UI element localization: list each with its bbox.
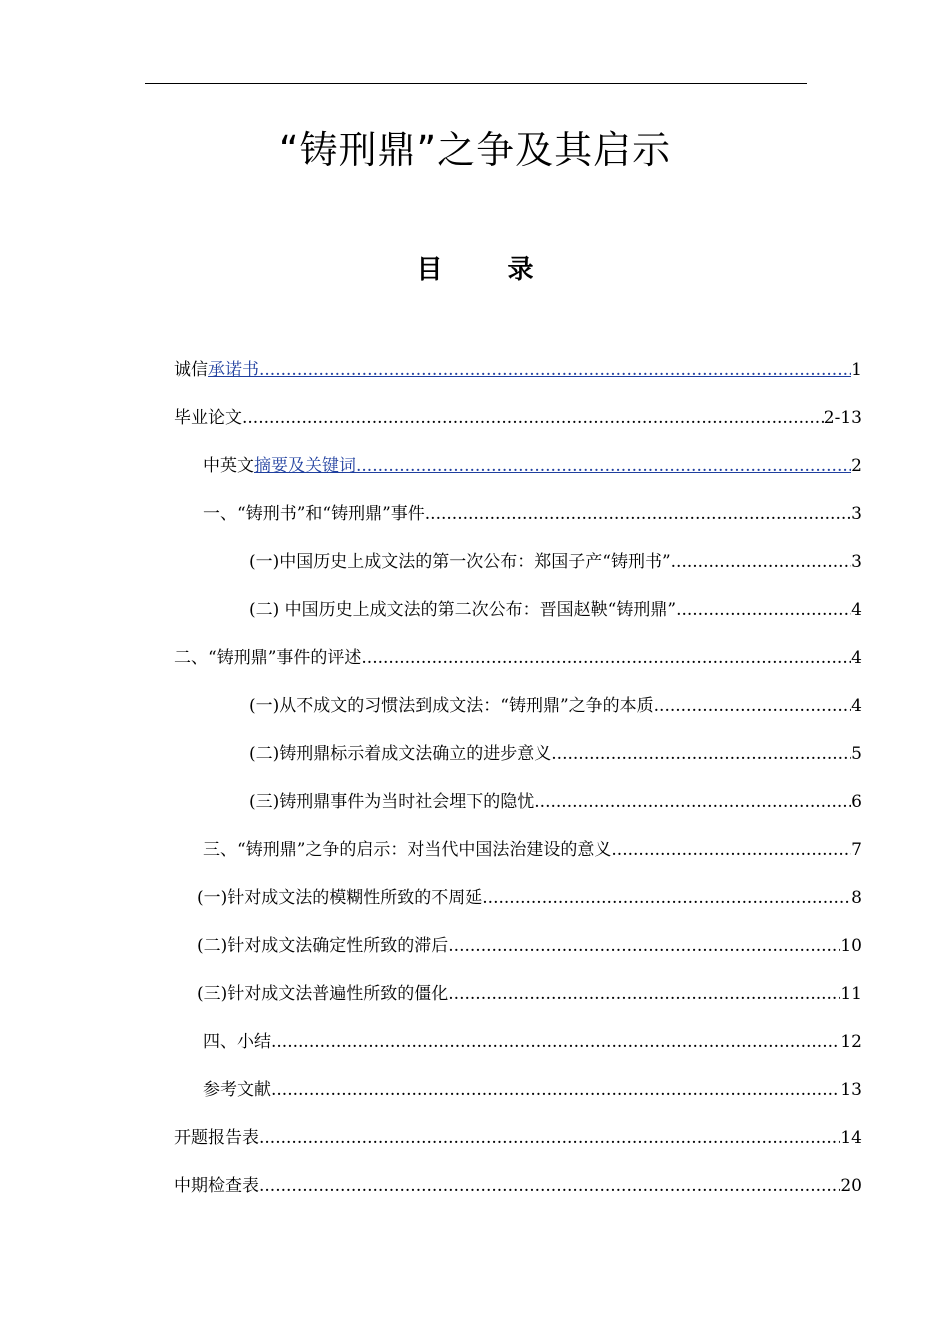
toc-page-number: 4 xyxy=(851,648,862,668)
toc-entry-midterm-check[interactable] xyxy=(174,1173,862,1199)
toc-entry-text: (二)针对成文法确定性所致的滞后 xyxy=(197,936,449,956)
toc-entry-section-2[interactable] xyxy=(174,645,862,671)
toc-entry-section-3-2[interactable] xyxy=(197,933,862,959)
toc-entry-section-2-1[interactable] xyxy=(249,693,862,719)
toc-entry-text: 参考文献 xyxy=(203,1080,271,1100)
toc-entry-text: 中英文 xyxy=(203,456,254,476)
toc-leader-dots xyxy=(534,789,851,815)
toc-page-number: 1 xyxy=(851,360,862,380)
toc-leader-dots xyxy=(671,549,852,575)
toc-leader-dots xyxy=(259,1173,840,1199)
toc-leader-dots xyxy=(271,1029,840,1055)
toc-page-number: 12 xyxy=(840,1032,862,1052)
toc-leader-dots xyxy=(654,693,852,719)
toc-entry-text: (二)铸刑鼎标示着成文法确立的进步意义 xyxy=(249,744,552,764)
toc-page-number: 8 xyxy=(851,888,862,908)
toc-entry-text: 三、“铸刑鼎”之争的启示：对当代中国法治建设的意义 xyxy=(203,840,612,860)
toc-entry-references[interactable] xyxy=(203,1077,862,1103)
toc-entry-proposal-report[interactable] xyxy=(174,1125,862,1151)
toc-entry-thesis[interactable] xyxy=(174,405,862,431)
toc-entry-text: 四、小结 xyxy=(203,1032,271,1052)
toc-page-number: 2-13 xyxy=(823,408,862,428)
toc-page-number: 3 xyxy=(851,552,862,572)
toc-leader-dots xyxy=(356,453,851,479)
document-title: “铸刑鼎”之争及其启示 xyxy=(278,128,672,172)
toc-entry-section-1[interactable] xyxy=(203,501,862,527)
toc-page-number: 14 xyxy=(840,1128,862,1148)
toc-leader-dots xyxy=(448,981,840,1007)
toc-page-number: 2 xyxy=(851,456,862,476)
toc-page-number: 20 xyxy=(840,1176,862,1196)
toc-entry-text: (一)中国历史上成文法的第一次公布：郑国子产“铸刑书” xyxy=(249,552,671,572)
toc-entry-section-4[interactable] xyxy=(203,1029,862,1055)
toc-entry-abstract[interactable] xyxy=(203,453,862,479)
toc-page-number: 4 xyxy=(851,696,862,716)
toc-entry-text: 中期检查表 xyxy=(174,1176,259,1196)
toc-page-number: 5 xyxy=(851,744,862,764)
toc-page-number: 4 xyxy=(851,600,862,620)
toc-entry-text: (三)铸刑鼎事件为当时社会埋下的隐忧 xyxy=(249,792,535,812)
toc-leader-dots xyxy=(271,1077,840,1103)
toc-entry-link[interactable]: 摘要及关键词 xyxy=(254,456,356,476)
toc-entry-link[interactable]: 承诺书 xyxy=(208,360,259,380)
toc-leader-dots xyxy=(448,933,840,959)
toc-entry-text: (二) 中国历史上成文法的第二次公布：晋国赵鞅“铸刑鼎” xyxy=(249,600,677,620)
toc-entry-text: 一、“铸刑书”和“铸刑鼎”事件 xyxy=(203,504,425,524)
toc-entry-text: 二、“铸刑鼎”事件的评述 xyxy=(174,648,362,668)
toc-heading: 目 录 xyxy=(416,255,562,285)
toc-leader-dots xyxy=(425,501,851,527)
toc-entry-section-3-3[interactable] xyxy=(197,981,862,1007)
toc-entry-integrity-pledge[interactable] xyxy=(174,357,862,383)
toc-entry-text: 诚信 xyxy=(174,360,208,380)
toc-leader-dots xyxy=(242,405,824,431)
toc-leader-dots xyxy=(676,597,851,623)
toc-leader-dots xyxy=(259,1125,840,1151)
toc-entry-text: (一)针对成文法的模糊性所致的不周延 xyxy=(197,888,483,908)
toc-entry-text: 开题报告表 xyxy=(174,1128,259,1148)
toc-entry-section-2-3[interactable] xyxy=(249,789,862,815)
toc-entry-text: (一)从不成文的习惯法到成文法：“铸刑鼎”之争的本质 xyxy=(249,696,654,716)
toc-entry-section-3-1[interactable] xyxy=(197,885,862,911)
toc-leader-dots xyxy=(551,741,851,767)
toc-page-number: 7 xyxy=(851,840,862,860)
toc-entry-text: (三)针对成文法普遍性所致的僵化 xyxy=(197,984,449,1004)
toc-page-number: 10 xyxy=(840,936,862,956)
toc-leader-dots xyxy=(482,885,851,911)
toc-entry-section-1-2[interactable] xyxy=(249,597,862,623)
toc-page-number: 11 xyxy=(840,984,862,1004)
toc-page-number: 13 xyxy=(840,1080,862,1100)
toc-entry-section-3[interactable] xyxy=(203,837,862,863)
toc-page-number: 3 xyxy=(851,504,862,524)
toc-leader-dots xyxy=(361,645,851,671)
toc-entry-section-1-1[interactable] xyxy=(249,549,862,575)
toc-page-number: 6 xyxy=(851,792,862,812)
toc-leader-dots xyxy=(259,357,851,383)
toc-leader-dots xyxy=(611,837,851,863)
toc-entry-text: 毕业论文 xyxy=(174,408,242,428)
toc-entry-section-2-2[interactable] xyxy=(249,741,862,767)
